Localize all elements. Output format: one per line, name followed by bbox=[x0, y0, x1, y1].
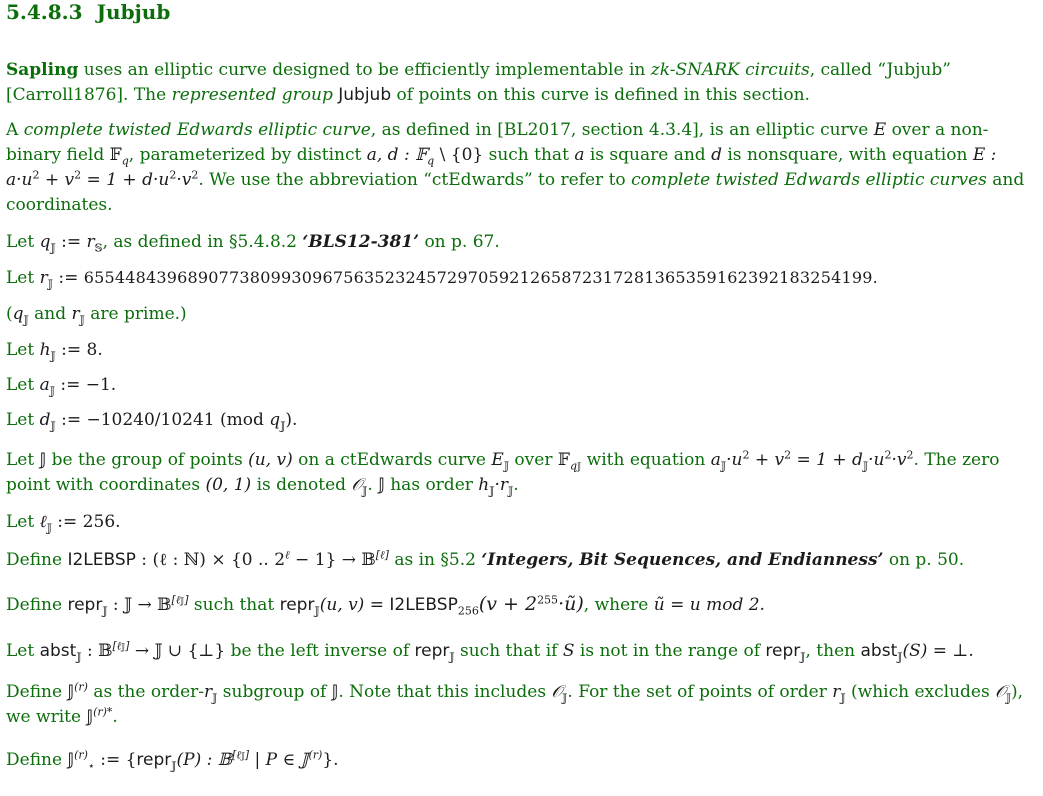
text: Define bbox=[6, 595, 68, 615]
math-sub: q bbox=[427, 154, 435, 168]
text: on p. 50. bbox=[883, 550, 965, 570]
math-sub: 𝕁 bbox=[897, 650, 903, 664]
math: a bbox=[39, 375, 50, 395]
math-sup: ] bbox=[125, 639, 130, 653]
math: ·v bbox=[176, 170, 192, 190]
text: is nonsquare, with equation bbox=[721, 145, 973, 165]
math: := −10240/10241 (mod bbox=[55, 410, 270, 430]
math: E : a·u bbox=[6, 145, 997, 190]
section-heading bbox=[6, 0, 170, 24]
math-sub: 𝕁 bbox=[212, 691, 218, 705]
math-sub: 𝕁 bbox=[562, 691, 568, 705]
func-name: repr bbox=[67, 595, 103, 615]
link-bls12-381[interactable]: ‘BLS12-381’ bbox=[302, 232, 420, 252]
func-name: repr bbox=[136, 750, 172, 770]
math: 𝔽 bbox=[557, 450, 570, 470]
math-sub: 𝕁 bbox=[49, 384, 55, 398]
math: ·v bbox=[891, 450, 907, 470]
text: be the left inverse of bbox=[225, 641, 415, 661]
def-h-jubjub bbox=[6, 338, 1026, 363]
math-sub: 𝕁 bbox=[800, 650, 806, 664]
paragraph-group-definition bbox=[6, 448, 1026, 498]
math-sup: 2 bbox=[906, 448, 914, 462]
math-sub: 𝕁 bbox=[720, 459, 727, 473]
text: A bbox=[6, 120, 24, 140]
math-sup: 255 bbox=[537, 593, 559, 607]
math-sub: 𝕁 bbox=[577, 462, 582, 473]
math: 𝕁 bbox=[67, 750, 75, 770]
text: (which excludes bbox=[845, 682, 996, 702]
text: is not in the range of bbox=[574, 641, 766, 661]
math: ·r bbox=[494, 475, 508, 495]
math: + v bbox=[749, 450, 785, 470]
math-sup: (r) bbox=[308, 748, 323, 762]
def-q-jubjub bbox=[6, 230, 1026, 255]
math: ·u bbox=[726, 450, 743, 470]
text: Let bbox=[6, 641, 40, 661]
math-sup: 2 bbox=[742, 448, 750, 462]
text: . We use the abbreviation “ctEdwards” to refer to bbox=[198, 170, 632, 190]
math: := bbox=[55, 232, 87, 252]
math-sup: 2 bbox=[74, 168, 82, 182]
math: r bbox=[71, 304, 80, 324]
term-sapling: Sapling bbox=[6, 60, 79, 80]
text: Define bbox=[6, 550, 68, 570]
math: a bbox=[574, 145, 585, 165]
text: . The zero point with coordinates bbox=[6, 450, 1000, 495]
jubjub-name: Jubjub bbox=[332, 85, 392, 105]
text: are prime.) bbox=[84, 304, 187, 324]
math-sub: 𝕁 bbox=[449, 650, 455, 664]
math-sup: 2 bbox=[784, 448, 792, 462]
prime-note bbox=[6, 302, 1026, 327]
math: (u, v) bbox=[248, 450, 293, 470]
math: (v + 2 bbox=[478, 593, 538, 615]
math: = 1 + d·u bbox=[81, 170, 170, 190]
text: Let bbox=[6, 375, 40, 395]
text: Let bbox=[6, 268, 40, 288]
math: 𝕁 bbox=[86, 707, 94, 727]
text: ( bbox=[6, 304, 13, 324]
math: + v bbox=[39, 170, 75, 190]
math-sub: ⋆ bbox=[87, 759, 95, 773]
paragraph-ctedwards bbox=[6, 118, 1026, 218]
math: S bbox=[562, 641, 575, 661]
math: 𝕁 bbox=[67, 682, 75, 702]
text: ), we write bbox=[6, 682, 1024, 727]
text: is square and bbox=[584, 145, 712, 165]
math: 𝒪 bbox=[551, 682, 563, 702]
math: (u, v) = bbox=[319, 595, 390, 615]
math-sup: (r)* bbox=[93, 705, 113, 719]
math: : 𝕁 → 𝔹 bbox=[107, 595, 172, 615]
section-title: Jubjub bbox=[96, 0, 171, 24]
text: with equation bbox=[581, 450, 711, 470]
r-jubjub-value: 6554484396890773809930967563523245729705921265872317281365359162392183254199. bbox=[83, 268, 878, 287]
math-sub: 𝕊 bbox=[94, 241, 103, 255]
text: subgroup of bbox=[217, 682, 332, 702]
math: d bbox=[711, 145, 722, 165]
paragraph-intro bbox=[6, 58, 1026, 108]
math-sub: 𝕁 bbox=[503, 459, 510, 473]
math: h bbox=[478, 475, 490, 495]
math-sup: 2 bbox=[884, 448, 892, 462]
math-sub: 𝕁 bbox=[76, 650, 82, 664]
math-sup: 2 bbox=[169, 168, 177, 182]
term-zk-snark: zk-SNARK circuits bbox=[650, 60, 810, 80]
func-name: abst bbox=[39, 641, 77, 661]
text: Define bbox=[6, 750, 68, 770]
math-sub: q bbox=[121, 154, 129, 168]
math: d bbox=[39, 410, 51, 430]
math: ). bbox=[285, 410, 298, 430]
math-sub: q bbox=[569, 459, 577, 473]
term-ctedwards: complete twisted Edwards elliptic curve bbox=[23, 120, 371, 140]
math: r bbox=[204, 682, 213, 702]
math-sub: 𝕁 bbox=[280, 419, 286, 433]
text: is denoted bbox=[251, 475, 352, 495]
math: | P ∈ 𝕁 bbox=[249, 750, 309, 770]
math-sup: 𝕁 bbox=[240, 751, 245, 761]
text: Let bbox=[6, 340, 40, 360]
math-sub: 𝕁 bbox=[314, 604, 320, 618]
math: h bbox=[39, 340, 51, 360]
math: : (ℓ : ℕ) × {0 .. 2 bbox=[135, 550, 286, 570]
text: , called “Jubjub” [Carroll1876]. The bbox=[6, 60, 951, 105]
math-sub: 𝕁 bbox=[171, 759, 177, 773]
math-sub: 𝕁 bbox=[840, 691, 846, 705]
func-name: repr bbox=[279, 595, 315, 615]
math-sup: 𝕁 bbox=[121, 642, 126, 652]
math-sub: 𝕁 bbox=[79, 313, 85, 327]
math-sup: 𝕁 bbox=[180, 596, 185, 606]
def-l-jubjub bbox=[6, 510, 1026, 535]
math: 𝕁 bbox=[331, 682, 339, 702]
math: := −1. bbox=[54, 375, 117, 395]
math-sub: 𝕁 bbox=[102, 604, 108, 618]
math: q bbox=[12, 304, 24, 324]
math-sup: ℓ bbox=[285, 548, 290, 562]
text: , then bbox=[805, 641, 861, 661]
math-sub: 𝕁 bbox=[507, 484, 514, 498]
text: Define bbox=[6, 682, 68, 702]
text: uses an elliptic curve designed to be efficiently implementable in bbox=[78, 60, 651, 80]
math: 𝔽 bbox=[109, 145, 122, 165]
math: q bbox=[39, 232, 51, 252]
text: as the order- bbox=[87, 682, 205, 702]
func-name: abst bbox=[860, 641, 898, 661]
text: as in §5.2 bbox=[388, 550, 482, 570]
math: E bbox=[491, 450, 504, 470]
def-subgroup bbox=[6, 680, 1026, 730]
math-sup: (r) bbox=[74, 680, 88, 694]
text: Let bbox=[6, 410, 40, 430]
math: }. bbox=[322, 750, 339, 770]
math-sub: 𝕁 bbox=[47, 277, 53, 291]
math: r bbox=[832, 682, 841, 702]
math: := bbox=[52, 268, 84, 288]
term-ctedwards-2: complete twisted Edwards elliptic curves bbox=[631, 170, 987, 190]
math-sub: 𝕁 bbox=[1005, 691, 1012, 705]
math-sub: 𝕁 bbox=[46, 521, 52, 535]
term-represented-group: represented group bbox=[171, 85, 333, 105]
math: q bbox=[269, 410, 281, 430]
math-sub: 𝕁 bbox=[50, 241, 56, 255]
text: over a non-binary field bbox=[6, 120, 989, 165]
text: on p. 67. bbox=[419, 232, 500, 252]
math: 𝕁 bbox=[39, 450, 47, 470]
math: 𝒪 bbox=[995, 682, 1006, 702]
math: − 1} → 𝔹 bbox=[289, 550, 376, 570]
math-sub: 256 bbox=[457, 604, 479, 618]
math-sup: 2 bbox=[32, 168, 40, 182]
text: . bbox=[513, 475, 519, 495]
math: := 256. bbox=[51, 512, 121, 532]
text: . For the set of points of order bbox=[567, 682, 833, 702]
link-integers-bit-sequences[interactable]: ‘Integers, Bit Sequences, and Endianness’ bbox=[481, 550, 884, 570]
text: Let bbox=[6, 450, 40, 470]
text: and bbox=[28, 304, 72, 324]
math-sup: [ℓ bbox=[171, 593, 181, 607]
text: such that bbox=[483, 145, 575, 165]
text: Let bbox=[6, 232, 40, 252]
math: ℓ bbox=[39, 512, 47, 532]
math: ·ũ) bbox=[558, 593, 584, 615]
math-sub: 𝕁 bbox=[362, 484, 368, 498]
math-sup: ] bbox=[244, 748, 250, 762]
func-name: I2LEBSP bbox=[389, 595, 458, 615]
text: Let bbox=[6, 512, 40, 532]
text: has order bbox=[384, 475, 479, 495]
math: ũ = u mod 2. bbox=[653, 595, 765, 615]
math-sup: [ℓ bbox=[232, 748, 241, 762]
text: of points on this curve is defined in this section. bbox=[391, 85, 810, 105]
def-i2lebsp bbox=[6, 548, 1026, 573]
math: ·u bbox=[868, 450, 885, 470]
math: := { bbox=[94, 750, 137, 770]
math: (S) = ⊥. bbox=[902, 641, 974, 661]
math-sub: 𝕁 bbox=[489, 484, 495, 498]
math: 𝒪 bbox=[351, 475, 363, 495]
def-abst bbox=[6, 639, 1026, 664]
math: := 8. bbox=[55, 340, 103, 360]
def-r-jubjub bbox=[6, 265, 1026, 291]
text: . bbox=[112, 707, 118, 727]
math: r bbox=[86, 232, 95, 252]
def-d-jubjub bbox=[6, 408, 1026, 433]
text: be the group of points bbox=[46, 450, 249, 470]
math: a, d : 𝔽 bbox=[366, 145, 428, 165]
math: : 𝔹 bbox=[81, 641, 113, 661]
text: , where bbox=[583, 595, 654, 615]
math-sup: (r) bbox=[74, 748, 88, 762]
text: over bbox=[509, 450, 558, 470]
math-sub: 𝕁 bbox=[862, 459, 869, 473]
math: r bbox=[39, 268, 48, 288]
func-name: I2LEBSP bbox=[67, 550, 136, 570]
text: . bbox=[367, 475, 379, 495]
text: , as defined in §5.4.8.2 bbox=[102, 232, 303, 252]
math: → 𝕁 ∪ {⊥} bbox=[129, 641, 226, 661]
math-sup: [ℓ] bbox=[375, 548, 389, 562]
func-name: repr bbox=[765, 641, 801, 661]
func-name: repr bbox=[414, 641, 450, 661]
text: . Note that this includes bbox=[338, 682, 552, 702]
text: such that bbox=[188, 595, 280, 615]
math-sup: ] bbox=[184, 593, 189, 607]
math: E bbox=[873, 120, 887, 140]
math-sup: 2 bbox=[191, 168, 199, 182]
def-a-jubjub bbox=[6, 373, 1026, 398]
def-repr bbox=[6, 592, 1026, 618]
math: (0, 1) bbox=[205, 475, 252, 495]
math: \ {0} bbox=[434, 145, 484, 165]
math: (P) : 𝔹 bbox=[176, 750, 233, 770]
text: , parameterized by distinct bbox=[128, 145, 367, 165]
math: = 1 + d bbox=[791, 450, 863, 470]
text: on a ctEdwards curve bbox=[292, 450, 492, 470]
text: and coordinates. bbox=[6, 170, 1025, 215]
text: , as defined in [BL2017, section 4.3.4], is an elliptic curve bbox=[370, 120, 874, 140]
math-sub: 𝕁 bbox=[23, 313, 29, 327]
section-number: 5.4.8.3 bbox=[6, 0, 83, 24]
math: a bbox=[710, 450, 721, 470]
math-sub: 𝕁 bbox=[50, 419, 56, 433]
math-sub: 𝕁 bbox=[50, 349, 56, 363]
def-subgroup-repr bbox=[6, 748, 1026, 773]
math: 𝕁 bbox=[378, 475, 385, 495]
text: such that if bbox=[454, 641, 563, 661]
math-sup: [ℓ bbox=[112, 639, 122, 653]
